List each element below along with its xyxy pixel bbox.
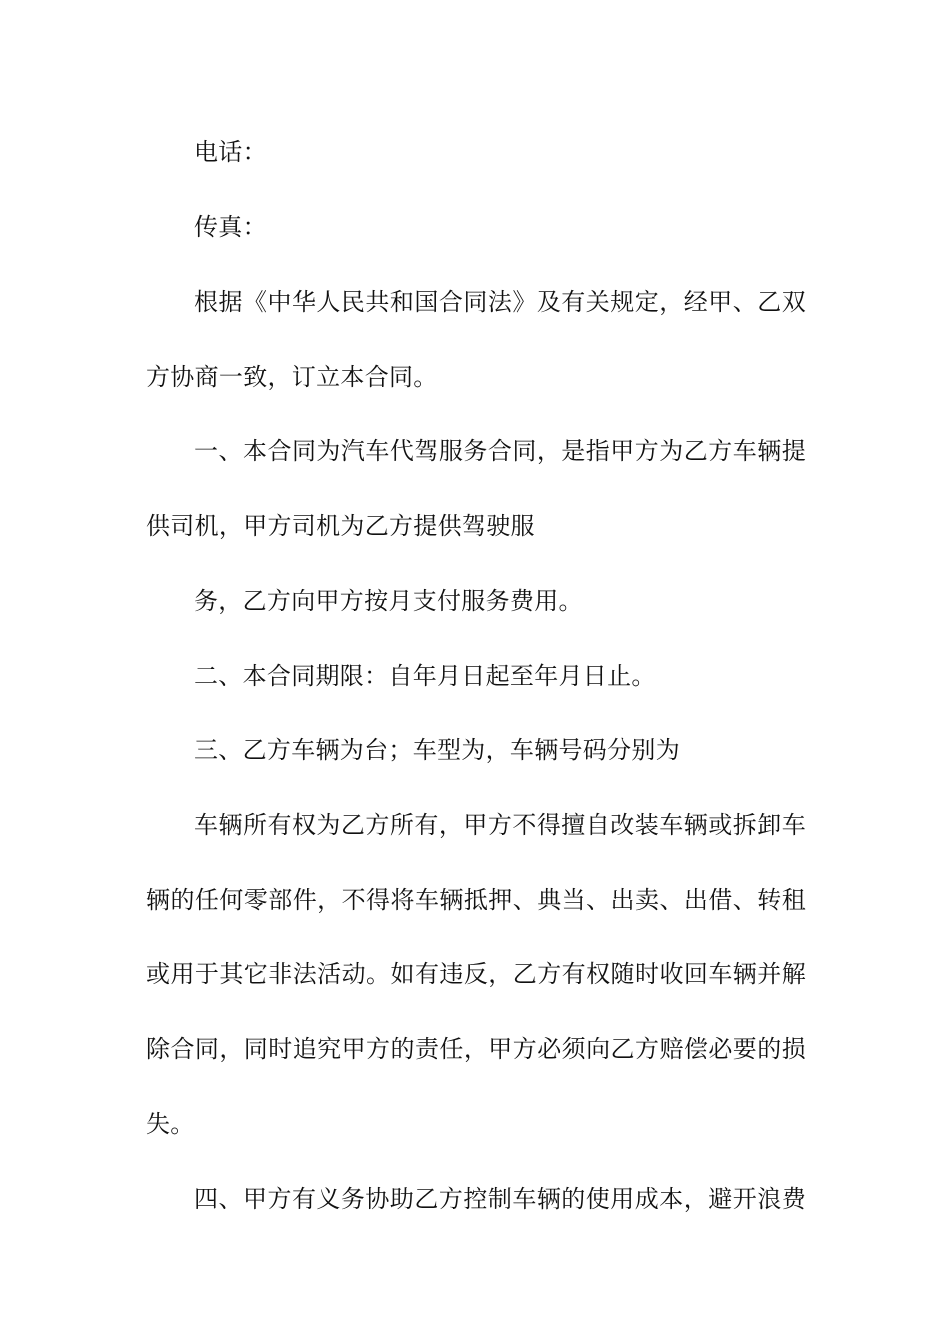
clause-2-line: 二、本合同期限：自年月日起至年月日止。 [194, 662, 656, 690]
phone-label-line: 电话： [194, 138, 267, 166]
clause-3-line-6: 失。 [146, 1110, 195, 1138]
preamble-line-2: 方协商一致，订立本合同。 [146, 363, 438, 391]
clause-4-line-1: 四、甲方有义务协助乙方控制车辆的使用成本，避开浪费 [194, 1185, 806, 1213]
clause-1-line-3: 务，乙方向甲方按月支付服务费用。 [194, 587, 583, 615]
clause-3-line-1: 三、乙方车辆为台；车型为，车辆号码分别为 [194, 736, 680, 764]
fax-label-line: 传真： [194, 213, 267, 241]
clause-1-line-1: 一、本合同为汽车代驾服务合同，是指甲方为乙方车辆提 [194, 437, 806, 465]
preamble-line-1: 根据《中华人民共和国合同法》及有关规定，经甲、乙双 [194, 288, 806, 316]
clause-3-line-5: 除合同，同时追究甲方的责任，甲方必须向乙方赔偿必要的损 [146, 1035, 806, 1063]
clause-3-line-2: 车辆所有权为乙方所有，甲方不得擅自改装车辆或拆卸车 [194, 811, 806, 839]
clause-1-line-2: 供司机，甲方司机为乙方提供驾驶服 [146, 512, 535, 540]
clause-3-line-4: 或用于其它非法活动。如有违反，乙方有权随时收回车辆并解 [146, 960, 806, 988]
clause-3-line-3: 辆的任何零部件，不得将车辆抵押、典当、出卖、出借、转租 [146, 886, 806, 914]
